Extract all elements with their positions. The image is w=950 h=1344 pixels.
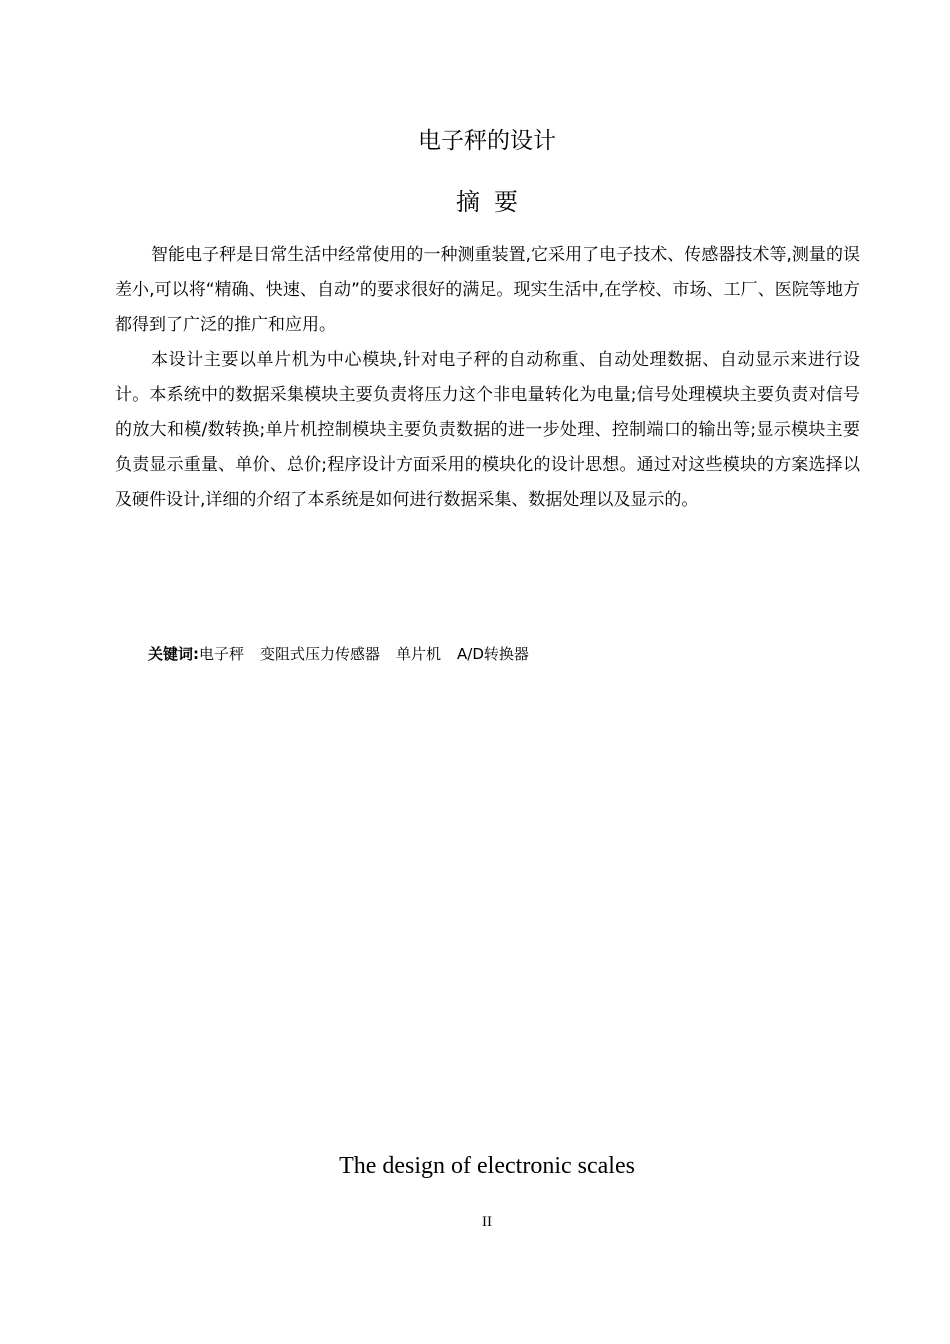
abstract-paragraph: 本设计主要以单片机为中心模块,针对电子秤的自动称重、自动处理数据、自动显示来进行设计。本系统中的数据采集模块主要负责将压力这个非电量转化为电量;信号处理模块主要负责对信号的放大和模/数转换;单片机控制模块主要负责数据的进一步处理、控制端口的输出等;显示模块主要负责显示重量、单价、总价;程序设计方面采用的模块化的设计思想。通过对这些模块的方案选择以及硬件设计,详细的介绍了本系统是如何进行数据采集、数据处理以及显示的。 [115, 350, 860, 510]
english-title: The design of electronic scales [339, 1153, 635, 1179]
keywords-line [148, 643, 529, 665]
page-number: II [482, 1214, 492, 1230]
keyword: A/D转换器 [457, 645, 529, 663]
keyword: 变阻式压力传感器 [260, 645, 381, 663]
abstract-heading: 摘要 [456, 188, 532, 216]
keyword: 单片机 [396, 645, 442, 663]
keyword: 电子秤 [199, 645, 245, 663]
abstract-body [115, 238, 860, 518]
keywords-label: 关键词: [148, 645, 199, 663]
abstract-paragraph: 智能电子秤是日常生活中经常使用的一种测重装置,它采用了电子技术、传感器技术等,测量的误差小,可以将“精确、快速、自动”的要求很好的满足。现实生活中,在学校、市场、工厂、医院等地方都得到了广泛的推广和应用。 [115, 245, 860, 335]
page-title: 电子秤的设计 [418, 128, 556, 154]
